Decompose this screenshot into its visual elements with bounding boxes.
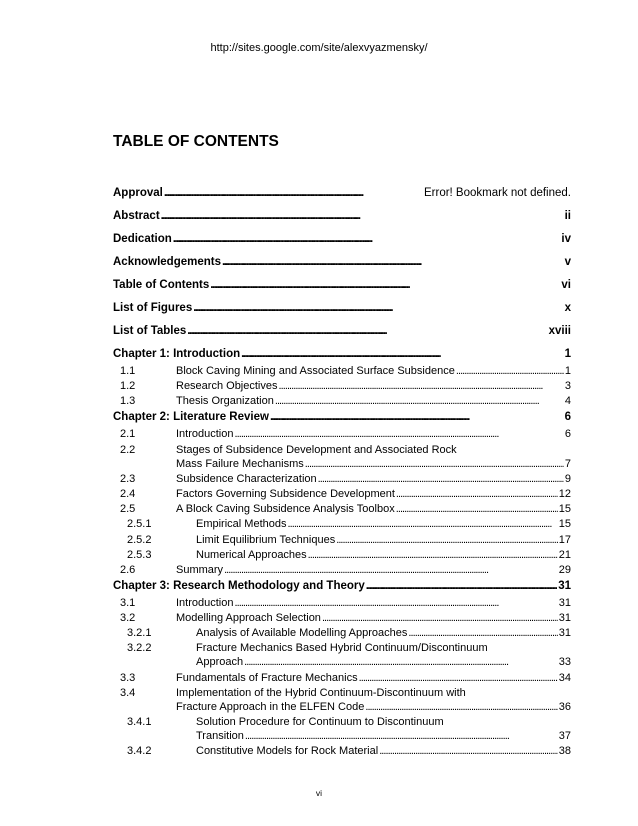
toc-section-page: 12	[558, 487, 571, 500]
toc-section-page: 17	[558, 533, 571, 546]
toc-entry-section[interactable]	[113, 487, 571, 501]
toc-leader-dots	[210, 278, 560, 292]
header-url: http://sites.google.com/site/alexvyazmensky/	[210, 42, 428, 54]
toc-entry-label: Dedication	[113, 233, 172, 245]
toc-entry-front-matter[interactable]	[113, 255, 571, 269]
toc-leader-dots	[173, 232, 561, 246]
toc-section-label: Modelling Approach Selection	[176, 612, 321, 625]
toc-entry-page: Error! Bookmark not defined.	[423, 187, 571, 199]
toc-entry-line	[113, 700, 571, 714]
toc-section-page: 38	[558, 745, 571, 758]
toc-entry-page: ii	[564, 210, 571, 222]
toc-section-label: Limit Equilibrium Techniques	[196, 533, 336, 546]
toc-section-label-cont: Fracture Approach in the ELFEN Code	[176, 700, 365, 713]
toc-entry-chapter[interactable]	[113, 347, 571, 361]
toc-chapter-page: 6	[564, 411, 571, 424]
toc-section-label: Numerical Approaches	[196, 548, 307, 561]
toc-section-label: A Block Caving Subsidence Analysis Toolbox	[176, 503, 395, 516]
toc-entry-line	[113, 443, 571, 457]
toc-entry-section[interactable]	[113, 517, 571, 531]
toc-section-number: 3.2.1	[127, 627, 152, 640]
toc-section-page: 1	[564, 365, 571, 377]
toc-section-page: 4	[564, 395, 571, 408]
toc-section-number: 2.2	[120, 443, 136, 456]
toc-entry-chapter[interactable]	[113, 410, 571, 424]
toc-leader-dots	[396, 502, 558, 516]
toc-leader-dots	[161, 209, 564, 223]
toc-entry-section[interactable]	[113, 596, 571, 610]
toc-leader-dots	[379, 744, 558, 758]
toc-section-page: 34	[558, 671, 571, 684]
toc-entry-section[interactable]	[113, 715, 571, 743]
toc-entry-page: xviii	[548, 325, 571, 337]
toc-section-page: 31	[558, 596, 571, 609]
toc-entry-page: iv	[561, 233, 571, 245]
toc-section-page: 6	[564, 428, 571, 441]
toc-leader-dots	[366, 579, 557, 593]
toc-section-label: Implementation of the Hybrid Continuum-Discontinuum with	[176, 686, 466, 699]
toc-section-label: Analysis of Available Modelling Approaches	[196, 627, 408, 640]
toc-entry-front-matter[interactable]	[113, 186, 571, 200]
toc-leader-dots	[396, 487, 558, 501]
toc-chapter-label: Chapter 3: Research Methodology and Theory	[113, 579, 365, 592]
toc-section-number: 2.5.3	[127, 548, 152, 561]
toc-section-number: 2.5	[120, 503, 136, 516]
toc-leader-dots	[318, 472, 564, 486]
toc-section-label: Introduction	[176, 428, 234, 441]
toc-entry-front-matter[interactable]	[113, 301, 571, 315]
footer-page-number: vi	[315, 788, 323, 798]
toc-entry-chapter[interactable]	[113, 579, 571, 593]
toc-leader-dots	[245, 729, 558, 743]
toc-entry-section[interactable]	[113, 379, 571, 393]
toc-leader-dots	[322, 611, 558, 625]
toc-entry-page: v	[564, 256, 571, 268]
toc-entry-line	[113, 715, 571, 729]
page-title: TABLE OF CONTENTS	[113, 133, 279, 150]
toc-section-number: 3.4.2	[127, 745, 152, 758]
toc-section-page: 21	[558, 548, 571, 561]
toc-leader-dots	[359, 671, 558, 685]
toc-section-number: 3.3	[120, 671, 136, 684]
toc-entry-section[interactable]	[113, 671, 571, 685]
toc-entry-section[interactable]	[113, 686, 571, 714]
toc-entry-section[interactable]	[113, 548, 571, 562]
toc-entry-section[interactable]	[113, 641, 571, 669]
toc-entry-section[interactable]	[113, 611, 571, 625]
toc-entry-section[interactable]	[113, 443, 571, 471]
toc-leader-dots	[365, 700, 557, 714]
toc-section-label: Factors Governing Subsidence Development	[176, 487, 395, 500]
toc-section-label: Stages of Subsidence Development and Associated Rock	[176, 443, 457, 456]
toc-leader-dots	[193, 301, 563, 315]
toc-entry-page: vi	[561, 279, 571, 291]
toc-leader-dots	[241, 347, 563, 361]
toc-section-number: 1.3	[120, 395, 136, 408]
toc-chapter-page: 31	[558, 579, 571, 592]
toc-section-page: 36	[558, 700, 571, 713]
toc-section-number: 1.2	[120, 380, 136, 393]
toc-chapter-label: Chapter 2: Literature Review	[113, 411, 269, 424]
toc-leader-dots	[222, 255, 564, 269]
toc-entry-label: List of Tables	[113, 325, 187, 337]
toc-section-number: 2.6	[120, 563, 136, 576]
toc-section-label: Thesis Organization	[176, 395, 274, 408]
toc-entry-section[interactable]	[113, 427, 571, 441]
toc-section-number: 3.4	[120, 686, 136, 699]
toc-section-label: Block Caving Mining and Associated Surface Subsidence	[176, 365, 455, 377]
toc-leader-dots	[279, 379, 564, 393]
toc-chapter-page: 1	[564, 348, 571, 360]
toc-section-label: Subsidence Characterization	[176, 472, 317, 485]
toc-entry-section[interactable]	[113, 394, 571, 408]
toc-section-label: Research Objectives	[176, 380, 278, 393]
toc-leader-dots	[275, 394, 564, 408]
toc-section-number: 2.4	[120, 487, 136, 500]
toc-entry-section[interactable]	[113, 626, 571, 640]
toc-section-number: 2.5.2	[127, 533, 152, 546]
toc-section-label: Empirical Methods	[196, 518, 287, 531]
toc-entry-front-matter[interactable]	[113, 278, 571, 292]
toc-section-label: Fracture Mechanics Based Hybrid Continuum/Discontinuum	[196, 642, 488, 655]
toc-section-page: 31	[558, 612, 571, 625]
toc-section-label: Solution Procedure for Continuum to Discontinuum	[196, 716, 444, 728]
toc-entry-section[interactable]	[113, 744, 571, 758]
toc-leader-dots	[305, 457, 564, 471]
toc-section-page: 33	[558, 656, 571, 669]
toc-entry-label: List of Figures	[113, 302, 193, 314]
toc-entry-section[interactable]	[113, 472, 571, 486]
toc-leader-dots	[234, 596, 557, 610]
toc-section-page: 31	[558, 627, 571, 640]
toc-section-page: 15	[558, 503, 571, 516]
toc-section-label-cont: Approach	[196, 656, 244, 669]
toc-section-page: 29	[558, 563, 571, 576]
toc-section-number: 1.1	[120, 365, 136, 377]
toc-leader-dots	[164, 186, 423, 200]
toc-section-label-cont: Transition	[196, 730, 244, 742]
toc-section-number: 2.1	[120, 428, 136, 441]
toc-entry-section[interactable]	[113, 364, 571, 378]
toc-entry-label: Abstract	[113, 210, 160, 222]
toc-leader-dots	[308, 548, 558, 562]
toc-leader-dots	[287, 517, 557, 531]
toc-section-number: 3.2.2	[127, 642, 152, 655]
toc-leader-dots	[336, 533, 558, 547]
toc-entry-line	[113, 655, 571, 669]
toc-entry-line	[113, 457, 571, 471]
toc-entry-front-matter[interactable]	[113, 324, 571, 338]
toc-chapter-label: Chapter 1: Introduction	[113, 348, 241, 360]
toc-section-page: 3	[564, 380, 571, 393]
toc-section-page: 9	[564, 472, 571, 485]
toc-entry-line	[113, 729, 571, 743]
toc-entry-label: Table of Contents	[113, 279, 210, 291]
toc-section-label: Constitutive Models for Rock Material	[196, 745, 379, 758]
toc-entry-page: x	[564, 302, 571, 314]
toc-entry-front-matter[interactable]	[113, 232, 571, 246]
toc-entry-label: Approval	[113, 187, 163, 199]
table-of-contents	[113, 186, 571, 759]
toc-section-page: 37	[558, 730, 571, 742]
toc-leader-dots	[244, 655, 558, 669]
toc-leader-dots	[456, 364, 564, 378]
toc-section-number: 2.3	[120, 472, 136, 485]
toc-leader-dots	[224, 563, 558, 577]
toc-section-page: 7	[564, 457, 571, 470]
toc-leader-dots	[234, 427, 563, 441]
toc-leader-dots	[408, 626, 557, 640]
toc-section-number: 3.1	[120, 596, 136, 609]
toc-entry-section[interactable]	[113, 533, 571, 547]
toc-section-number: 3.4.1	[127, 716, 152, 728]
toc-entry-front-matter[interactable]	[113, 209, 571, 223]
toc-section-label: Fundamentals of Fracture Mechanics	[176, 671, 358, 684]
toc-section-number: 2.5.1	[127, 518, 152, 531]
toc-section-number: 3.2	[120, 612, 136, 625]
toc-entry-section[interactable]	[113, 502, 571, 516]
toc-entry-label: Acknowledgements	[113, 256, 221, 268]
toc-entry-line	[113, 641, 571, 655]
toc-section-label-cont: Mass Failure Mechanisms	[176, 457, 304, 470]
toc-section-page: 15	[558, 518, 571, 531]
toc-leader-dots	[270, 410, 564, 424]
toc-leader-dots	[187, 324, 547, 338]
toc-section-label: Introduction	[176, 596, 234, 609]
toc-entry-line	[113, 686, 571, 700]
toc-entry-section[interactable]	[113, 563, 571, 577]
toc-section-label: Summary	[176, 563, 224, 576]
